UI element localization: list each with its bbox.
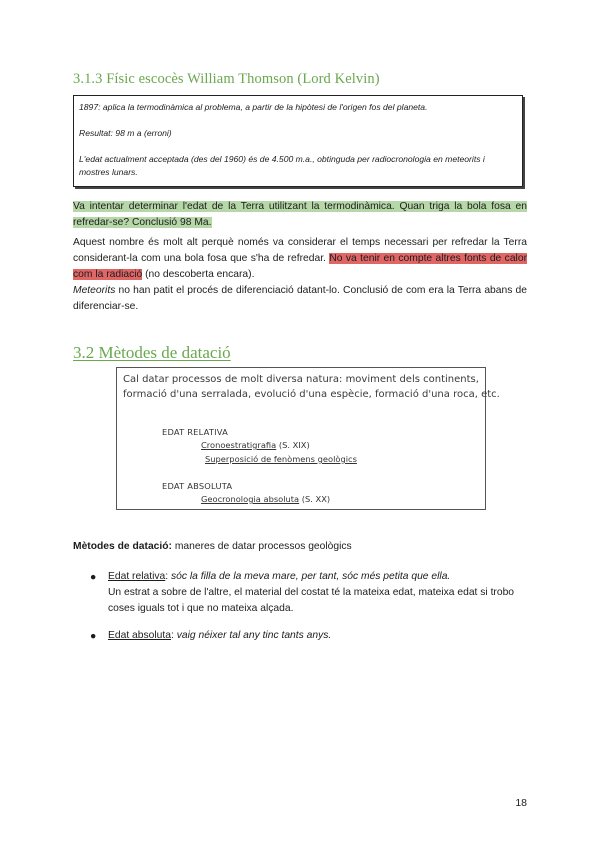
absolute-age-label: EDAT ABSOLUTA [162, 481, 233, 491]
methods-definition [73, 541, 352, 552]
colon: : [170, 630, 177, 641]
bullet-icon: ● [90, 630, 97, 642]
page-number: 18 [515, 797, 527, 809]
paragraph-meteorites [73, 283, 527, 315]
figure-intro-line-2: formació d'una serralada, evolució d'una espècie, formació d'una roca, etc. [123, 389, 500, 400]
figure-intro [123, 372, 500, 402]
para3-text: no han patit el procés de diferenciació datant-lo. Conclusió de com era la Terra abans de diferenciar-se. [73, 285, 527, 312]
box-line-result: Resultat: 98 m a (erroni) [79, 128, 172, 138]
section-heading-kelvin: 3.1.3 Físic escocès William Thomson (Lord Kelvin) [73, 71, 380, 87]
absolute-age-term: Edat absoluta [108, 630, 171, 641]
relative-age-quote: sóc la filla de la meva mare, per tant, sóc més petita que ella. [170, 571, 451, 582]
chronostratigraphy-century: (S. XIX) [276, 440, 310, 450]
bullet-relative-age [108, 569, 528, 617]
dating-methods-figure [116, 367, 500, 510]
paragraph-thermodynamics [73, 199, 527, 231]
section-heading-dating-methods: 3.2 Mètodes de datació [73, 343, 231, 362]
relative-age-label: EDAT RELATIVA [162, 427, 229, 437]
geochronology-century: (S. XX) [299, 494, 331, 504]
absolute-age-quote: vaig néixer tal any tinc tants anys. [176, 630, 332, 641]
chronostratigraphy-item [201, 440, 310, 450]
geochronology-term: Geocronologia absoluta [201, 494, 300, 504]
para2-text: Aquest nombre és molt alt perquè només va considerar el temps necessari per refredar la Terra considerant-la com una bola fosa que s'ha de refredar. [73, 237, 527, 264]
methods-term: Mètodes de datació: [73, 541, 172, 552]
box-line-1897: 1897: aplica la termodinàmica al problema, a partir de la hipòtesi de l'origen fos del planeta. [79, 102, 428, 112]
colon: : [165, 571, 171, 582]
geochronology-item [201, 494, 330, 504]
box-line-accepted-age: L'edat actualment acceptada (des del 1960) és de 4.500 m.a., obtinguda per radiocronologia en meteorits i mostres lunars. [79, 154, 485, 177]
relative-age-description: Un estrat a sobre de l'altre, el material del costat té la mateixa edat, mateixa edat si trobo coses iguals tot i que no mateixa alçada. [108, 587, 515, 614]
relative-age-term: Edat relativa [108, 571, 166, 582]
highlight-green: Va intentar determinar l'edat de la Terra utilitzant la termodinàmica. Quan triga la bola fosa en refredar-se? Conclusió 98 Ma. [73, 201, 527, 228]
bullet-icon: ● [90, 571, 97, 583]
para2-after: (no descoberta encara). [142, 269, 255, 280]
paragraph-high-number [73, 235, 527, 283]
methods-text: maneres de datar processos geològics [171, 541, 352, 552]
figure-intro-line-1: Cal datar processos de molt diversa natura: moviment dels continents, [123, 374, 479, 385]
bullet-absolute-age [108, 628, 528, 644]
chronostratigraphy-term: Cronoestratigrafia [201, 440, 277, 450]
kelvin-info-box [73, 95, 523, 187]
superposition-item: Superposició de fenòmens geològics [205, 454, 357, 464]
highlight-red: No va tenir en compte altres fonts de calor com la radiació [73, 253, 527, 280]
meteorites-term: Meteorits [73, 285, 116, 296]
